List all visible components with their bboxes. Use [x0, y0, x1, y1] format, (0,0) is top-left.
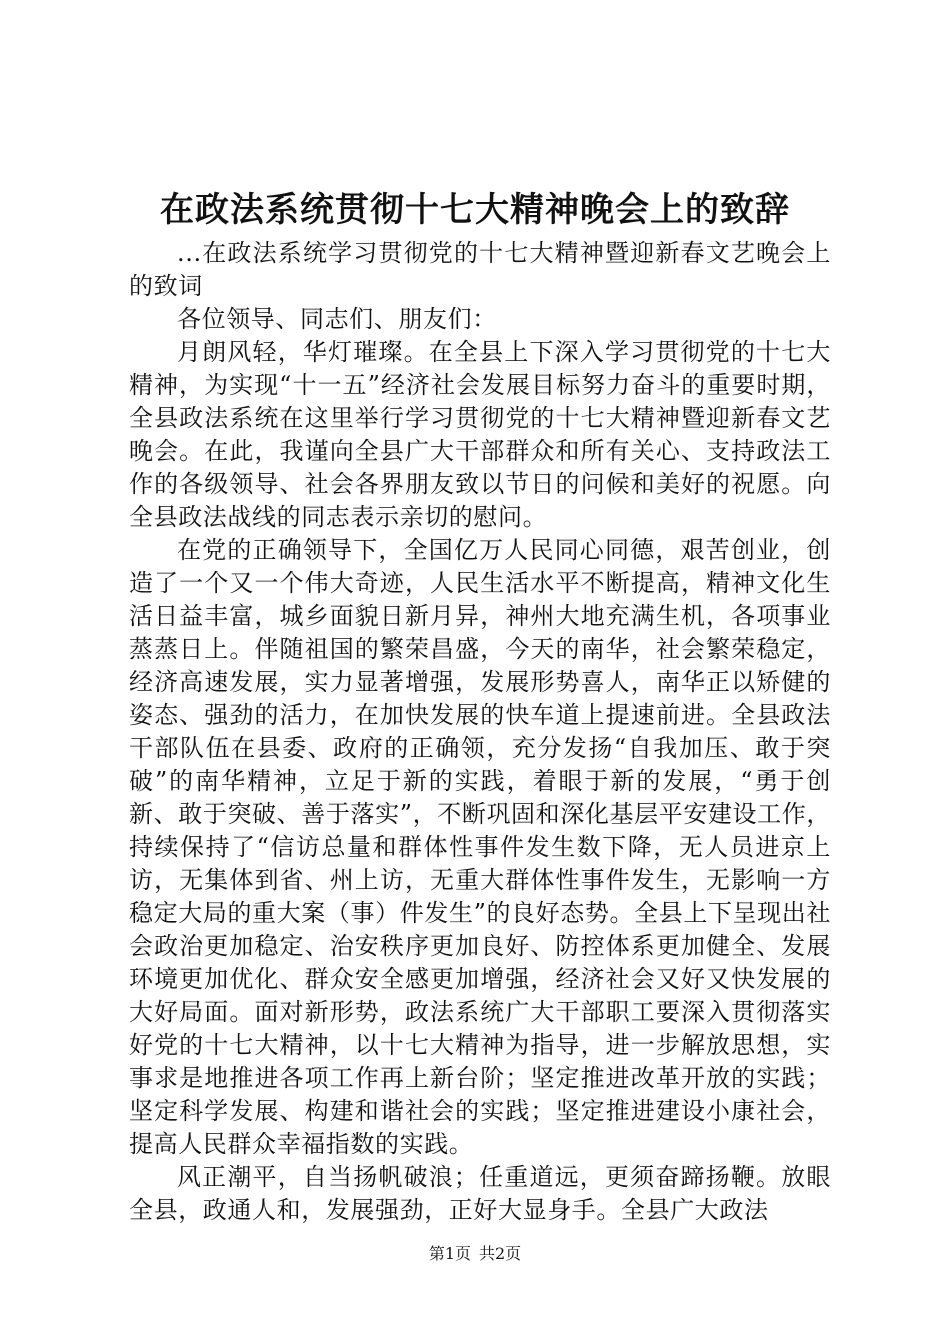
salutation-paragraph: 各位领导、同志们、朋友们：: [177, 305, 497, 333]
page-number: 第1页: [428, 1244, 471, 1263]
body-paragraph: 月朗风轻，华灯璀璨。在全县上下深入学习贯彻党的十七大精神，为实现“十一五”经济社会发展目标努力奋斗的重要时期，全县政法系统在这里举行学习贯彻党的十七大精神暨迎新春文艺晚会。在此，我谨向全县广大干部群众和所有关心、支持政法工作的各级领导、社会各界朋友致以节日的问候和美好的祝愿。向全县政法战线的同志表示亲切的慰问。: [129, 338, 831, 531]
document-body: [129, 237, 831, 1227]
page-total: 共2页: [479, 1244, 522, 1263]
document-title: 在政法系统贯彻十七大精神晚会上的致辞: [160, 190, 790, 230]
body-paragraph: 风正潮平，自当扬帆破浪；任重道远，更须奋蹄扬鞭。放眼全县，政通人和，发展强劲，正好大显身手。全县广大政法: [129, 1163, 831, 1224]
page-footer: [0, 1242, 950, 1266]
body-paragraph: 在党的正确领导下，全国亿万人民同心同德，艰苦创业，创造了一个又一个伟大奇迹，人民生活水平不断提高，精神文化生活日益丰富，城乡面貌日新月异，神州大地充满生机，各项事业蒸蒸日上。伴随祖国的繁荣昌盛，今天的南华，社会繁荣稳定，经济高速发展，实力显著增强，发展形势喜人，南华正以矫健的姿态、强劲的活力，在加快发展的快车道上提速前进。全县政法干部队伍在县委、政府的正确领，充分发扬“自我加压、敢于突破”的南华精神，立足于新的实践，着眼于新的发展，“勇于创新、敢于突破、善于落实”，不断巩固和深化基层平安建设工作，持续保持了“信访总量和群体性事件发生数下降，无人员进京上访，无集体到省、州上访，无重大群体性事件发生，无影响一方稳定大局的重大案（事）件发生”的良好态势。全县上下呈现出社会政治更加稳定、治安秩序更加良好、防控体系更加健全、发展环境更加优化、群众安全感更加增强，经济社会又好又快发展的大好局面。面对新形势，政法系统广大干部职工要深入贯彻落实好党的十七大精神，以十七大精神为指导，进一步解放思想，实事求是地推进各项工作再上新台阶；坚定推进改革开放的实践；坚定科学发展、构建和谐社会的实践；坚定推进建设小康社会，提高人民群众幸福指数的实践。: [129, 536, 831, 1158]
subtitle-paragraph: ...在政法系统学习贯彻党的十七大精神暨迎新春文艺晚会上的致词: [129, 239, 831, 300]
